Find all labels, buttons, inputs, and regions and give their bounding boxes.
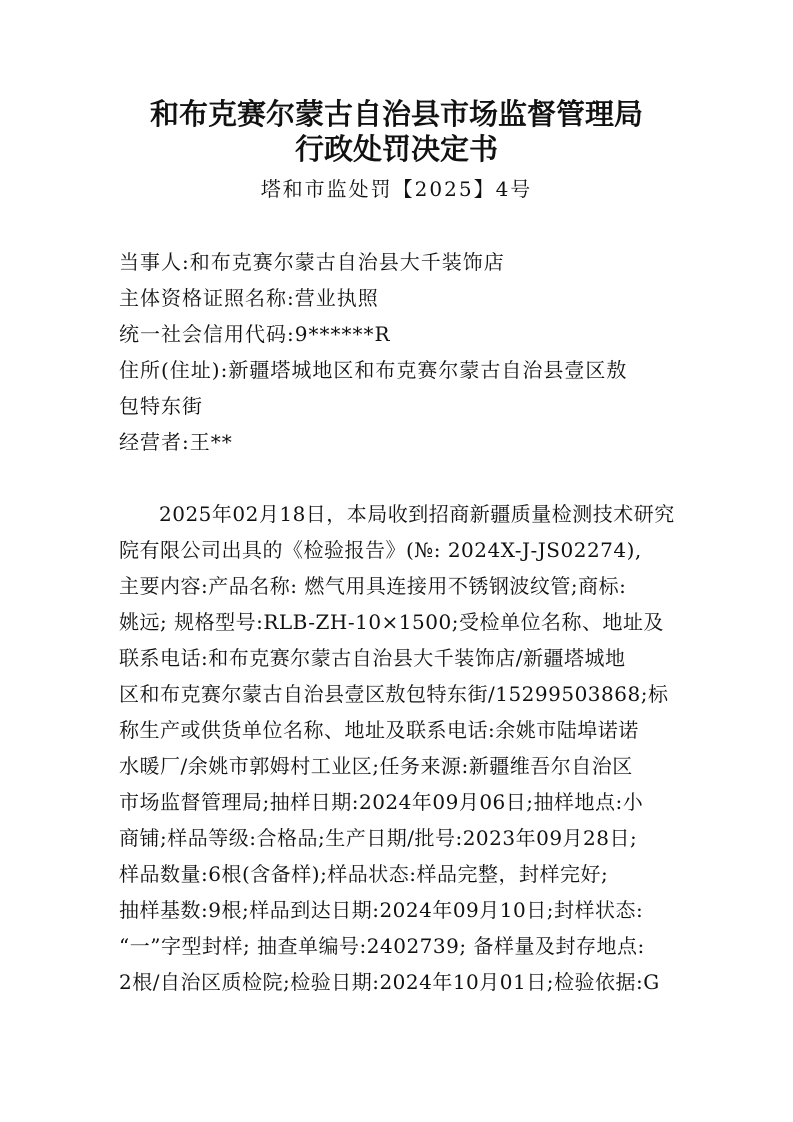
body-line: 2025年02月18日，本局收到招商新疆质量检测技术研究: [159, 502, 675, 526]
body-line: 主要内容:产品名称: 燃气用具连接用不锈钢波纹管;商标:: [119, 574, 627, 598]
address-line-1: 住所(住址):新疆塔城地区和布克赛尔蒙古自治县壹区敖: [119, 358, 628, 382]
party-info: [119, 244, 679, 460]
operator-name: 经营者:王**: [119, 430, 233, 454]
body-line: 样品数量:6根(含备样);样品状态:样品完整，封样完好;: [119, 862, 609, 886]
body-line: 院有限公司出具的《检验报告》(№: 2024X-J-JS02274),: [119, 538, 642, 562]
body-line: 称生产或供货单位名称、地址及联系电话:余姚市陆埠诺诺: [119, 718, 639, 742]
address-line-2: 包特东街: [119, 394, 203, 418]
body-line: 区和布克赛尔蒙古自治县壹区敖包特东街/15299503868;标: [119, 682, 669, 706]
body-line: 联系电话:和布克赛尔蒙古自治县大千装饰店/新疆塔城地: [119, 646, 626, 670]
body-line: 姚远; 规格型号:RLB-ZH-10×1500;受检单位名称、地址及: [119, 610, 664, 634]
document-title-type: 行政处罚决定书: [294, 132, 498, 166]
body-paragraph: [119, 496, 679, 1000]
party-name: 当事人:和布克赛尔蒙古自治县大千装饰店: [119, 250, 505, 274]
body-line: 抽样基数:9根;样品到达日期:2024年09月10日;封样状态:: [119, 898, 644, 922]
body-line: 市场监督管理局;抽样日期:2024年09月06日;抽样地点:小: [119, 790, 644, 814]
credit-code: 统一社会信用代码:9******R: [119, 322, 391, 346]
body-line: “一”字型封样; 抽查单编号:2402739; 备样量及封存地点:: [119, 934, 645, 958]
body-line: 水暖厂/余姚市郭姆村工业区;任务来源:新疆维吾尔自治区: [119, 754, 633, 778]
license-name: 主体资格证照名称:营业执照: [119, 286, 379, 310]
body-line: 商铺;样品等级:合格品;生产日期/批号:2023年09月28日;: [119, 826, 638, 850]
document-number: 塔和市监处罚【2025】4号: [260, 177, 533, 201]
document-title-agency: 和布克赛尔蒙古自治县市场监督管理局: [149, 97, 643, 131]
body-line: 2根/自治区质检院;检验日期:2024年10月01日;检验依据:G: [119, 970, 660, 994]
